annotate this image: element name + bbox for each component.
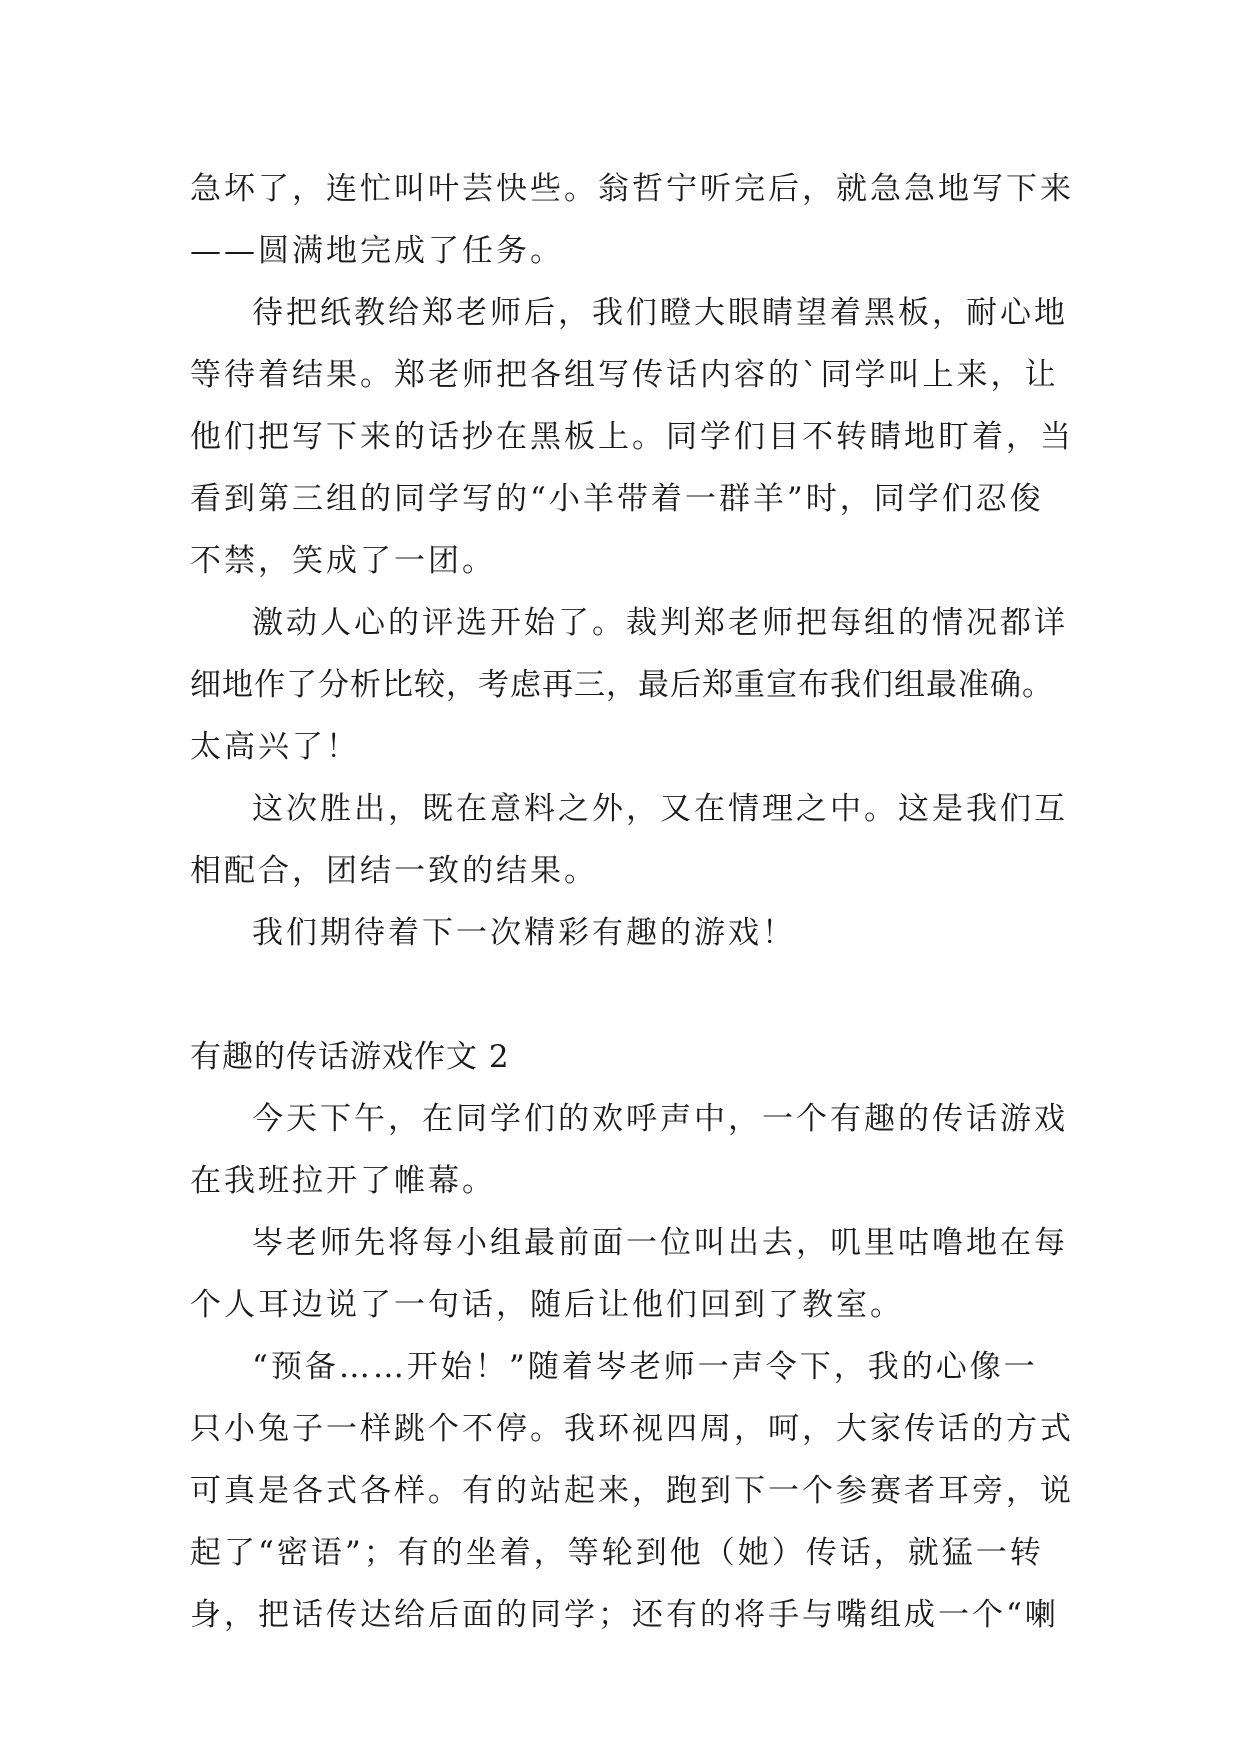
text-line: 身，把话传达给后面的同学；还有的将手与嘴组成一个“喇 — [190, 1597, 1059, 1633]
text-line: 急坏了，连忙叫叶芸快些。翁哲宁听完后，就急急地写下来 — [190, 171, 1074, 207]
paragraph — [190, 592, 1068, 778]
paragraph — [190, 902, 1050, 964]
text-line: 待把纸教给郑老师后，我们瞪大眼睛望着黑板，耐心地 — [252, 295, 1068, 331]
text-line: 这次胜出，既在意料之外，又在情理之中。这是我们互 — [252, 791, 1068, 827]
text-line: 只小兔子一样跳个不停。我环视四周，呵，大家传话的方式 — [190, 1411, 1074, 1447]
paragraph — [190, 778, 1068, 902]
text-line: 不禁，笑成了一团。 — [190, 543, 496, 579]
text-line: ——圆满地完成了任务。 — [190, 233, 564, 269]
section-gap — [190, 964, 1050, 1026]
document-page — [190, 158, 1074, 1646]
paragraph — [190, 1212, 1068, 1336]
text-line: 可真是各式各样。有的站起来，跑到下一个参赛者耳旁，说 — [190, 1473, 1074, 1509]
text-line: 相配合，团结一致的结果。 — [190, 853, 598, 889]
text-line: 激动人心的评选开始了。裁判郑老师把每组的情况都详 — [252, 605, 1068, 641]
text-line: 太高兴了！ — [190, 729, 360, 765]
text-line: 等待着结果。郑老师把各组写传话内容的`同学叫上来，让 — [190, 357, 1059, 393]
paragraph — [190, 158, 1074, 282]
text-line: 我们期待着下一次精彩有趣的游戏！ — [252, 915, 796, 951]
text-line: 看到第三组的同学写的“小羊带着一群羊”时，同学们忍俊 — [190, 481, 1044, 517]
article-title: 有趣的传话游戏作文 2 — [190, 1039, 510, 1075]
text-line: 岑老师先将每小组最前面一位叫出去，叽里咕噜地在每 — [252, 1225, 1068, 1261]
text-line: 起了“密语”；有的坐着，等轮到他（她）传话，就猛一转 — [190, 1535, 1044, 1571]
text-line: 细地作了分析比较，考虑再三，最后郑重宣布我们组最准确。 — [190, 667, 1054, 703]
text-line: 他们把写下来的话抄在黑板上。同学们目不转睛地盯着，当 — [190, 419, 1074, 455]
text-line: 个人耳边说了一句话，随后让他们回到了教室。 — [190, 1287, 904, 1323]
text-line: 在我班拉开了帷幕。 — [190, 1163, 496, 1199]
paragraph — [190, 1088, 1068, 1212]
text-line: “预备……开始！”随着岑老师一声令下，我的心像一 — [252, 1349, 1038, 1385]
text-line: 今天下午，在同学们的欢呼声中，一个有趣的传话游戏 — [252, 1101, 1068, 1137]
paragraph — [190, 1336, 1074, 1646]
paragraph — [190, 282, 1074, 592]
